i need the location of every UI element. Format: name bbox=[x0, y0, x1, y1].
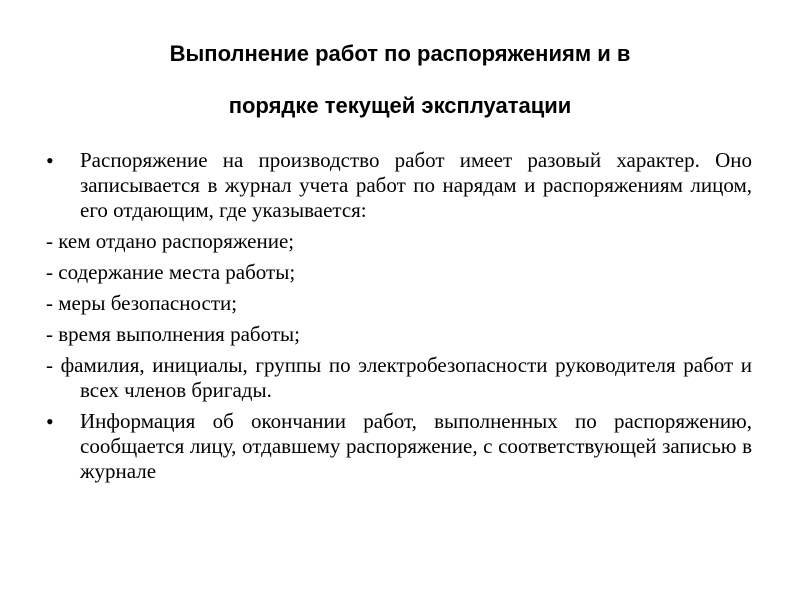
slide-title-line-2: порядке текущей эксплуатации bbox=[228, 93, 572, 118]
slide-body bbox=[46, 148, 752, 490]
bullet-item bbox=[46, 409, 752, 484]
bullet-dot-icon: • bbox=[46, 409, 54, 434]
slide-title-line-1: Выполнение работ по распоряжениям и в bbox=[169, 41, 631, 66]
bullet-text: Распоряжение на производство работ имеет разовый характер. Оно записывается в журнал учета работ по нарядам и распоряжениям лицом, его отдающим, где указывается: bbox=[80, 148, 752, 222]
bullet-dot-icon: • bbox=[46, 148, 54, 173]
dash-item: - фамилия, инициалы, группы по электробезопасности руководителя работ и всех членов бригады. bbox=[46, 353, 752, 402]
dash-item: - время выполнения работы; bbox=[46, 322, 300, 346]
dash-item: - содержание места работы; bbox=[46, 260, 296, 284]
dash-item: - меры безопасности; bbox=[46, 291, 238, 315]
bullet-item bbox=[46, 148, 752, 223]
slide-title bbox=[60, 28, 740, 132]
bullet-text: Информация об окончании работ, выполненных по распоряжению, сообщается лицу, отдавшему распоряжение, с соответствующей записью в журнале bbox=[80, 409, 752, 483]
dash-item: - кем отдано распоряжение; bbox=[46, 229, 295, 253]
